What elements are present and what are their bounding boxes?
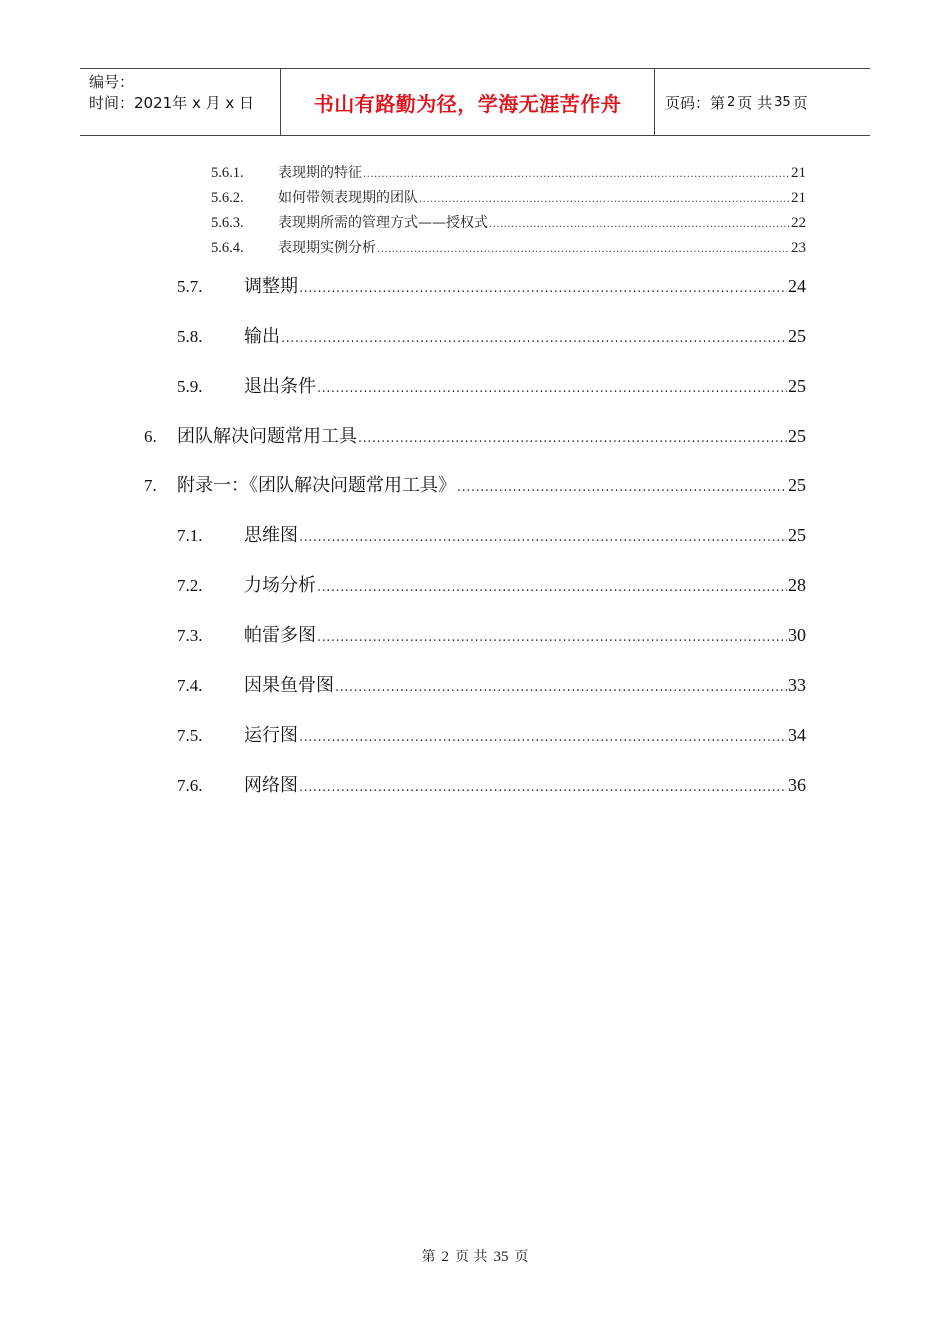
toc-entry-page: 25 bbox=[788, 376, 806, 396]
toc-entry-title: 网络图 bbox=[244, 775, 298, 796]
toc-entry[interactable] bbox=[177, 322, 806, 348]
footer-current-page: 2 bbox=[441, 1249, 450, 1265]
page-header bbox=[80, 68, 870, 136]
toc-leader bbox=[281, 326, 787, 347]
toc-entry[interactable] bbox=[177, 571, 806, 597]
toc-entry-number: 7. bbox=[144, 476, 157, 495]
toc-entry-title: 表现期的特征 bbox=[278, 165, 362, 181]
toc-entry[interactable] bbox=[177, 771, 806, 797]
toc-leader bbox=[317, 625, 787, 646]
toc-entry-page: 23 bbox=[791, 240, 806, 256]
toc-leader bbox=[317, 376, 787, 397]
toc-entry-page: 33 bbox=[788, 675, 806, 695]
page-mid: 页 共 bbox=[737, 93, 773, 112]
toc-entry-page: 25 bbox=[788, 525, 806, 545]
toc-leader bbox=[299, 725, 787, 746]
toc-entry-page: 30 bbox=[788, 625, 806, 645]
toc-entry-page: 25 bbox=[788, 475, 806, 495]
motto: 书山有路勤为径，学海无涯苦作舟 bbox=[313, 91, 622, 116]
toc-entry-number: 5.6.1. bbox=[211, 165, 244, 181]
toc-leader bbox=[489, 215, 790, 231]
toc-leader bbox=[299, 775, 787, 796]
time-label: 时间： bbox=[89, 94, 135, 112]
page-prefix: 页码：第 bbox=[665, 93, 726, 112]
date-year: 2021 bbox=[134, 94, 173, 112]
toc-entry-number: 5.6.3. bbox=[211, 215, 244, 231]
toc-entry[interactable] bbox=[211, 237, 806, 257]
toc-entry-title: 调整期 bbox=[244, 276, 298, 297]
toc-entry-number: 7.2. bbox=[177, 576, 203, 595]
toc-entry-title: 退出条件 bbox=[244, 376, 316, 397]
toc-entry-number: 5.6.4. bbox=[211, 240, 244, 256]
toc-entry-page: 22 bbox=[791, 215, 806, 231]
toc-leader bbox=[419, 190, 790, 206]
toc-entry-title: 如何带领表现期的团队 bbox=[278, 190, 418, 206]
toc-entry-number: 7.4. bbox=[177, 676, 203, 695]
date-rest: 年 x 月 x 日 bbox=[172, 94, 255, 112]
toc-entry[interactable] bbox=[144, 422, 806, 448]
toc-leader bbox=[363, 165, 790, 181]
header-motto-cell bbox=[281, 69, 655, 135]
toc-leader bbox=[457, 475, 787, 496]
toc-entry[interactable] bbox=[211, 187, 806, 207]
toc-entry-page: 21 bbox=[791, 165, 806, 181]
toc-entry[interactable] bbox=[144, 471, 806, 497]
header-page-info bbox=[655, 69, 870, 135]
toc-entry-title: 思维图 bbox=[244, 525, 298, 546]
page-suffix: 页 bbox=[792, 93, 808, 112]
toc-entry[interactable] bbox=[211, 212, 806, 232]
toc-leader bbox=[335, 675, 787, 696]
toc-entry[interactable] bbox=[177, 721, 806, 747]
page-total: 35 bbox=[774, 94, 791, 110]
toc-entry-number: 7.1. bbox=[177, 526, 203, 545]
toc-leader bbox=[299, 276, 787, 297]
toc-entry-number: 5.6.2. bbox=[211, 190, 244, 206]
toc-entry-title: 因果鱼骨图 bbox=[244, 675, 334, 696]
toc-entry[interactable] bbox=[177, 621, 806, 647]
toc-entry-title: 表现期所需的管理方式——授权式 bbox=[278, 215, 488, 231]
toc-entry-page: 24 bbox=[788, 276, 806, 296]
toc-entry-number: 6. bbox=[144, 427, 157, 446]
header-meta bbox=[80, 69, 281, 135]
toc-entry-title: 运行图 bbox=[244, 725, 298, 746]
toc-entry-title: 表现期实例分析 bbox=[278, 240, 376, 256]
toc-entry-page: 25 bbox=[788, 426, 806, 446]
toc-leader bbox=[377, 240, 790, 256]
toc-entry[interactable] bbox=[177, 671, 806, 697]
toc-entry-title: 附录一：《团队解决问题常用工具》 bbox=[177, 475, 456, 496]
toc-entry-title: 帕雷多图 bbox=[244, 625, 316, 646]
toc-entry[interactable] bbox=[177, 372, 806, 398]
toc-entry-number: 7.6. bbox=[177, 776, 203, 795]
toc-entry[interactable] bbox=[177, 521, 806, 547]
toc-entry-number: 5.7. bbox=[177, 277, 203, 296]
toc-entry-title: 团队解决问题常用工具 bbox=[177, 426, 357, 447]
toc-entry-page: 36 bbox=[788, 775, 806, 795]
footer-suffix: 页 bbox=[514, 1249, 529, 1265]
toc-entry-page: 28 bbox=[788, 575, 806, 595]
toc-entry-number: 7.5. bbox=[177, 726, 203, 745]
toc-entry-number: 7.3. bbox=[177, 626, 203, 645]
toc-entry-number: 5.9. bbox=[177, 377, 203, 396]
toc-entry-title: 输出 bbox=[244, 326, 280, 347]
date-line bbox=[89, 93, 280, 114]
toc-leader bbox=[317, 575, 787, 596]
toc-entry-page: 21 bbox=[791, 190, 806, 206]
toc-entry[interactable] bbox=[211, 162, 806, 182]
toc-entry[interactable] bbox=[177, 272, 806, 298]
page-current: 2 bbox=[727, 94, 736, 110]
footer-prefix: 第 bbox=[421, 1249, 436, 1265]
toc-entry-page: 25 bbox=[788, 326, 806, 346]
toc-leader bbox=[358, 426, 787, 447]
toc-leader bbox=[299, 525, 787, 546]
footer-mid: 页 共 bbox=[455, 1249, 488, 1265]
page-footer bbox=[0, 1246, 950, 1266]
number-label: 编号： bbox=[89, 73, 135, 91]
toc-entry-page: 34 bbox=[788, 725, 806, 745]
footer-total-pages: 35 bbox=[493, 1249, 509, 1265]
toc-entry-title: 力场分析 bbox=[244, 575, 316, 596]
toc-entry-number: 5.8. bbox=[177, 327, 203, 346]
